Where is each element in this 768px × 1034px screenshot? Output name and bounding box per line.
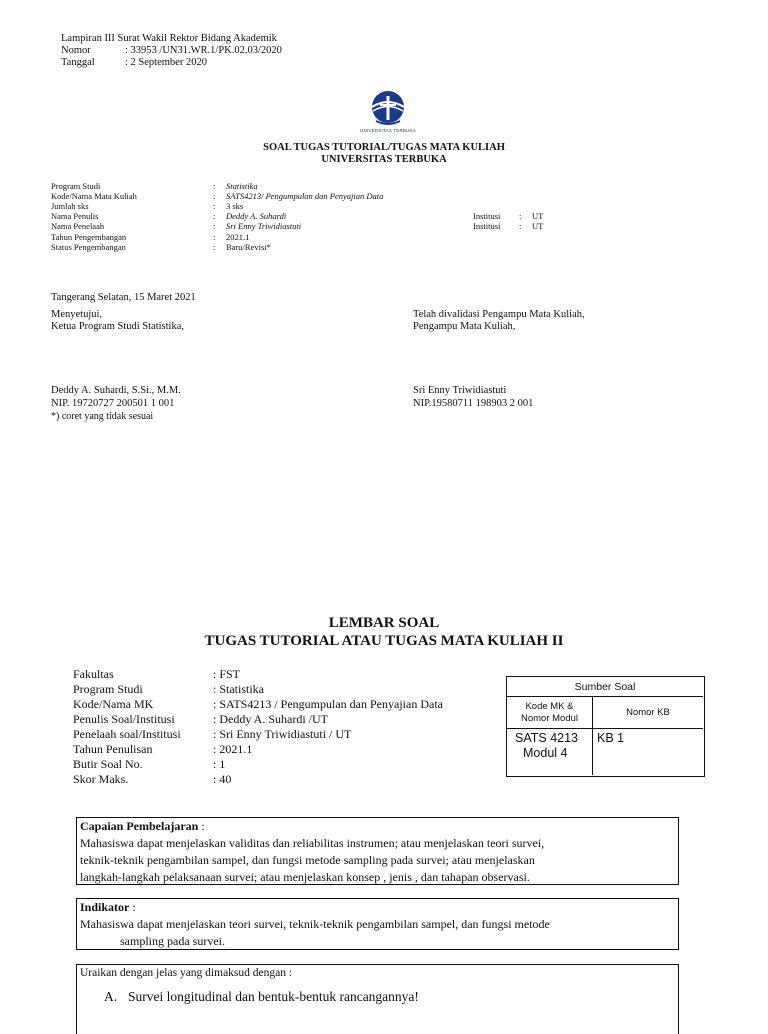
info-colon: : xyxy=(213,191,216,201)
indikator-box xyxy=(76,898,679,950)
lembar-value: : SATS4213 / Pengumpulan dan Penyajian Data xyxy=(213,697,443,711)
nomor-row xyxy=(61,45,282,57)
institusi-value: UT xyxy=(532,221,544,231)
indikator-label: Indikator xyxy=(80,900,130,914)
validator-name: Sri Enny Triwidiastuti xyxy=(413,385,507,396)
doc-title-line2: UNIVERSITAS TERBUKA xyxy=(321,154,447,165)
value-kb-cell xyxy=(593,729,703,775)
lembar-row-kode xyxy=(73,697,443,711)
lembar-row-fakultas xyxy=(73,667,240,681)
indikator-line1: Mahasiswa dapat menjelaskan teori survei, teknik-teknik pengambilan sampel, dan fungsi metode xyxy=(80,917,550,931)
info-row-kode-nama xyxy=(51,192,473,202)
approver-nip: NIP. 19720727 200501 1 001 xyxy=(51,398,175,409)
validator-role: Pengampu Mata Kuliah, xyxy=(413,321,516,332)
institusi-colon: : xyxy=(519,221,522,231)
header-kode-line2: Nomor Modul xyxy=(520,713,579,724)
lembar-value: : Statistika xyxy=(213,682,264,696)
place-date: Tangerang Selatan, 15 Maret 2021 xyxy=(51,292,196,303)
tanggal-value: : 2 September 2020 xyxy=(125,57,207,68)
capaian-heading xyxy=(80,818,675,835)
lembar-subtitle: TUGAS TUTORIAL ATAU TUGAS MATA KULIAH II xyxy=(204,633,564,649)
lembar-label: Butir Soal No. xyxy=(73,757,143,771)
indikator-heading xyxy=(80,899,675,916)
header-kb: Nomor KB xyxy=(626,707,670,718)
info-colon: : xyxy=(213,242,216,252)
lembar-value: : Deddy A. Suhardi /UT xyxy=(213,712,328,726)
info-colon: : xyxy=(213,232,216,242)
institusi-value: UT xyxy=(532,211,544,221)
capaian-line3: langkah-langkah pelaksanaan survei; atau menjelaskan konsep , jenis , dan tahapan observasi. xyxy=(80,870,530,884)
lembar-label: Penelaah soal/Institusi xyxy=(73,727,181,741)
info-value: Statistika xyxy=(226,181,258,191)
approval-label: Menyetujui, xyxy=(51,309,103,320)
question-intro: Uraikan dengan jelas yang dimaksud dengan : xyxy=(80,967,293,979)
value-kode-line2: Modul 4 xyxy=(523,746,568,760)
tanggal-label: Tanggal xyxy=(61,57,95,68)
indikator-line2: sampling pada survei. xyxy=(120,934,225,948)
info-label: Nama Penelaah xyxy=(51,221,105,231)
sumber-soal-title-cell xyxy=(507,677,703,697)
lembar-row-tahun xyxy=(73,742,252,756)
lembar-row-penulis xyxy=(73,712,328,726)
lembar-label: Skor Maks. xyxy=(73,772,129,786)
attachment-heading: Lampiran III Surat Wakil Rektor Bidang Akademik xyxy=(61,33,277,44)
tanggal-row xyxy=(61,57,207,69)
lembar-value: : Sri Enny Triwidiastuti / UT xyxy=(213,727,352,741)
validation-label: Telah divalidasi Pengampu Mata Kuliah, xyxy=(413,309,585,320)
capaian-box xyxy=(76,817,679,885)
info-label: Program Studi xyxy=(51,181,101,191)
info-value: 3 sks xyxy=(226,201,244,211)
institusi-label: Institusi xyxy=(473,211,501,221)
doc-title-line1: SOAL TUGAS TUTORIAL/TUGAS MATA KULIAH xyxy=(263,142,505,153)
capaian-line2: teknik-teknik pengambilan sampel, dan fungsi metode sampling pada survei; atau menjelaskan xyxy=(80,853,535,867)
capaian-colon: : xyxy=(198,819,205,833)
info-value: SATS4213/ Pengumpulan dan Penyajian Data xyxy=(226,191,384,201)
question-item-marker: A. xyxy=(104,989,118,1004)
lembar-value: : 1 xyxy=(213,757,226,771)
institusi-label: Institusi xyxy=(473,221,501,231)
header-kb-cell xyxy=(593,697,703,729)
lembar-value: : 2021.1 xyxy=(213,742,253,756)
capaian-label: Capaian Pembelajaran xyxy=(80,819,199,833)
validator-nip: NIP.19580711 198903 2 001 xyxy=(413,398,534,409)
footnote: *) coret yang tidak sesuai xyxy=(51,411,154,422)
info-value: Baru/Revisi* xyxy=(226,242,271,252)
lembar-value: : FST xyxy=(213,667,241,681)
lembar-label: Tahun Penulisan xyxy=(73,742,153,756)
lembar-row-prodi xyxy=(73,682,264,696)
info-colon: : xyxy=(213,181,216,191)
header-kode-cell xyxy=(507,697,593,729)
lembar-label: Kode/Nama MK xyxy=(73,697,154,711)
institusi-colon: : xyxy=(519,211,522,221)
info-value: 2021.1 xyxy=(226,232,250,242)
lembar-label: Program Studi xyxy=(73,682,143,696)
value-kode-line1: SATS 4213 xyxy=(515,731,579,745)
info-label: Nama Penulis xyxy=(51,211,99,221)
lembar-row-butir xyxy=(73,757,225,771)
nomor-value: : 33953 /UN31.WR.1/PK.02.03/2020 xyxy=(125,45,282,56)
lembar-row-penelaah xyxy=(73,727,351,741)
info-colon: : xyxy=(213,201,216,211)
info-value: Sri Enny Triwidiastuti xyxy=(226,221,302,231)
header-kode-line1: Kode MK & xyxy=(525,701,574,712)
info-colon: : xyxy=(213,211,216,221)
logo-wordmark: UNIVERSITAS TERBUKA xyxy=(360,128,416,133)
approver-role: Ketua Program Studi Statistika, xyxy=(51,321,184,332)
approver-name: Deddy A. Suhardi, S.Si., M.M. xyxy=(51,385,181,396)
nomor-label: Nomor xyxy=(61,45,91,56)
question-item xyxy=(80,982,675,1006)
lembar-row-skor xyxy=(73,772,231,786)
value-kode-cell xyxy=(507,729,593,775)
lembar-value: : 40 xyxy=(213,772,232,786)
lembar-label: Fakultas xyxy=(73,667,114,681)
info-label: Status Pengembangan xyxy=(51,242,126,252)
info-value: Deddy A. Suhardi xyxy=(226,211,287,221)
info-label: Kode/Nama Mata Kuliah xyxy=(51,191,137,201)
sumber-soal-table xyxy=(506,676,705,777)
value-kb: KB 1 xyxy=(597,731,625,745)
question-item-text: Survei longitudinal dan bentuk-bentuk rancangannya! xyxy=(128,989,419,1004)
info-row-status xyxy=(51,243,473,253)
lembar-title: LEMBAR SOAL xyxy=(328,615,440,631)
capaian-line1: Mahasiswa dapat menjelaskan validitas dan reliabilitas instrumen; atau menjelaskan teori survei, xyxy=(80,836,545,850)
lembar-label: Penulis Soal/Institusi xyxy=(73,712,175,726)
info-row-penelaah xyxy=(51,222,543,232)
info-label: Tahun Pengembangan xyxy=(51,232,127,242)
info-label: Jumlah sks xyxy=(51,201,89,211)
sumber-soal-title: Sumber Soal xyxy=(574,681,636,693)
indikator-colon: : xyxy=(129,900,136,914)
info-colon: : xyxy=(213,221,216,231)
